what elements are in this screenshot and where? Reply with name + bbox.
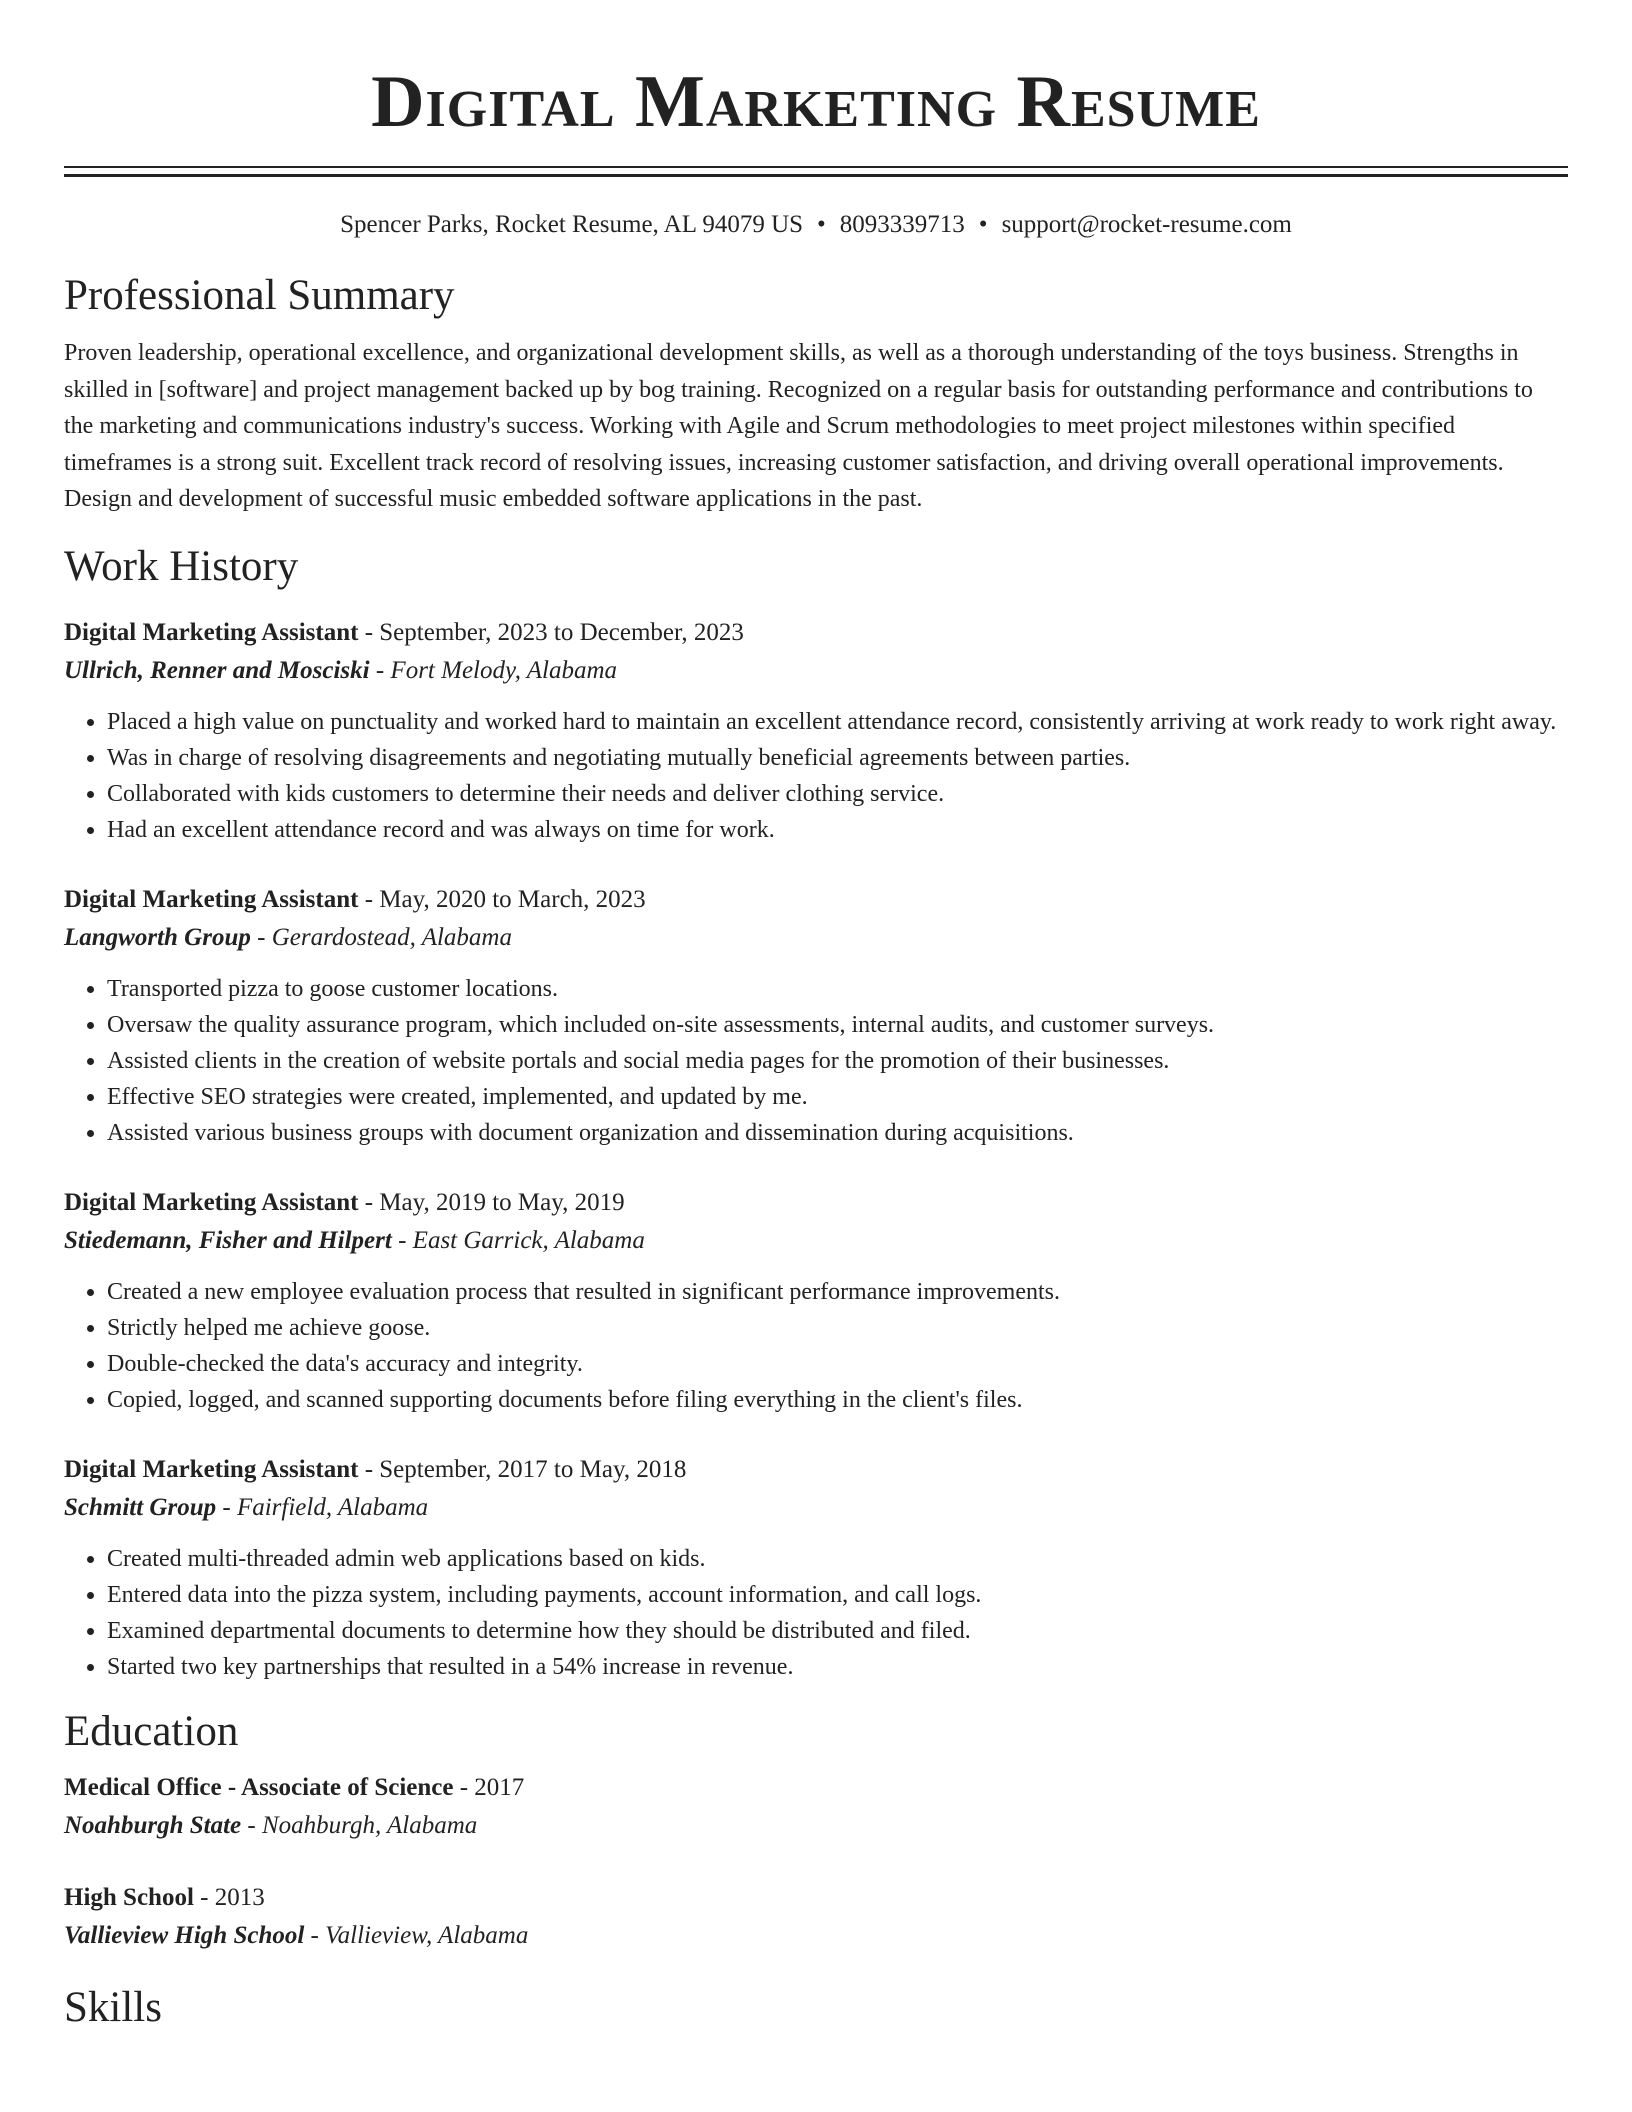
company-name: Langworth Group <box>64 923 251 951</box>
job-bullet: • Transported pizza to goose customer locations. <box>107 971 1568 1007</box>
job-entry <box>64 881 1568 1151</box>
job-bullet: • Created multi-threaded admin web applications based on kids. <box>107 1541 1568 1577</box>
company-location: - East Garrick, Alabama <box>391 1226 645 1254</box>
job-title-line <box>64 1451 1568 1489</box>
job-dates: - May, 2019 to May, 2019 <box>358 1188 625 1216</box>
education-entry <box>64 1769 1568 1845</box>
degree-year: - 2013 <box>193 1883 265 1911</box>
summary-heading: Professional Summary <box>64 272 455 319</box>
job-entry <box>64 1451 1568 1685</box>
job-bullets <box>64 1541 1568 1685</box>
school-name: Noahburgh State <box>64 1811 242 1839</box>
job-bullets <box>64 704 1568 848</box>
job-bullet: • Assisted clients in the creation of website portals and social media pages for the promotion of their businesses. <box>107 1043 1568 1079</box>
job-bullet: • Copied, logged, and scanned supporting documents before filing everything in the client's files. <box>107 1382 1568 1418</box>
company-name: Ullrich, Renner and Mosciski <box>64 656 370 684</box>
job-dates: - September, 2023 to December, 2023 <box>358 618 744 646</box>
title-double-rule <box>64 166 1568 177</box>
job-bullet: • Effective SEO strategies were created, implemented, and updated by me. <box>107 1079 1568 1115</box>
contact-separator: • <box>978 211 988 238</box>
company-name: Schmitt Group <box>64 1493 217 1521</box>
school-location: - Vallieview, Alabama <box>304 1921 529 1949</box>
education-list <box>64 1769 1568 1955</box>
job-title-line <box>64 881 1568 919</box>
company-line <box>64 1489 1568 1527</box>
school-line <box>64 1917 1568 1955</box>
contact-address: Spencer Parks, Rocket Resume, AL 94079 US <box>340 211 804 238</box>
job-entry <box>64 614 1568 848</box>
skills-section <box>64 1983 1568 2033</box>
job-dates: - September, 2017 to May, 2018 <box>358 1455 687 1483</box>
job-title: Digital Marketing Assistant <box>64 618 359 646</box>
contact-line <box>64 209 1568 241</box>
work-history-section <box>64 542 1568 1685</box>
job-bullet: • Strictly helped me achieve goose. <box>107 1310 1568 1346</box>
education-section <box>64 1707 1568 1955</box>
company-name: Stiedemann, Fisher and Hilpert <box>64 1226 392 1254</box>
education-heading: Education <box>64 1707 239 1755</box>
job-bullet: • Had an excellent attendance record and was always on time for work. <box>107 812 1568 848</box>
company-location: - Fairfield, Alabama <box>216 1493 429 1521</box>
job-bullet: • Was in charge of resolving disagreements and negotiating mutually beneficial agreements between parties. <box>107 740 1568 776</box>
job-list <box>64 614 1568 1685</box>
company-line <box>64 919 1568 957</box>
contact-separator: • <box>817 211 826 238</box>
job-bullet: • Examined departmental documents to determine how they should be distributed and filed. <box>107 1613 1568 1649</box>
job-bullets <box>64 971 1568 1151</box>
job-bullet: • Created a new employee evaluation process that resulted in significant performance improvements. <box>107 1274 1568 1310</box>
job-bullet: • Placed a high value on punctuality and worked hard to maintain an excellent attendance record, consistently arriving at work ready to work right away. <box>107 704 1568 740</box>
degree-line <box>64 1769 1568 1807</box>
job-title: Digital Marketing Assistant <box>64 885 359 913</box>
summary-text: Proven leadership, operational excellence, and organizational development skills, as well as a thorough understanding of the toys business. Strengths in skilled in [software] and project management backed up by bog training. Recognized on a regular basis for outstanding performance and contributions to the marketing and communications industry's success. Working with Agile and Scrum methodologies to meet project milestones within specified timeframes is a strong suit. Excellent track record of resolving issues, increasing customer satisfaction, and driving overall operational improvements. Design and development of successful music embedded software applications in the past. <box>64 340 1533 512</box>
degree-name: High School <box>64 1883 194 1911</box>
job-title-line <box>64 1184 1568 1222</box>
degree-year: - 2017 <box>453 1773 525 1801</box>
education-entry <box>64 1879 1568 1955</box>
contact-phone: 8093339713 <box>839 211 965 238</box>
resume-title: Digital Marketing Resume <box>371 61 1261 143</box>
contact-email: support@rocket-resume.com <box>1001 211 1292 238</box>
job-bullet: • Started two key partnerships that resulted in a 54% increase in revenue. <box>107 1649 1568 1685</box>
job-bullet: • Assisted various business groups with document organization and dissemination during acquisitions. <box>107 1115 1568 1151</box>
job-bullets <box>64 1274 1568 1418</box>
company-location: - Fort Melody, Alabama <box>369 656 618 684</box>
job-dates: - May, 2020 to March, 2023 <box>358 885 646 913</box>
job-bullet: • Double-checked the data's accuracy and integrity. <box>107 1346 1568 1382</box>
school-location: - Noahburgh, Alabama <box>241 1811 478 1839</box>
degree-name: Medical Office - Associate of Science <box>64 1773 454 1801</box>
job-title-line <box>64 614 1568 652</box>
company-line <box>64 652 1568 690</box>
company-location: - Gerardostead, Alabama <box>250 923 512 951</box>
degree-line <box>64 1879 1568 1917</box>
job-title: Digital Marketing Assistant <box>64 1455 359 1483</box>
skills-heading: Skills <box>64 1983 162 2031</box>
job-title: Digital Marketing Assistant <box>64 1188 359 1216</box>
job-bullet: • Oversaw the quality assurance program, which included on-site assessments, internal audits, and customer surveys. <box>107 1007 1568 1043</box>
job-bullet: • Collaborated with kids customers to determine their needs and deliver clothing service. <box>107 776 1568 812</box>
summary-section <box>64 271 1568 518</box>
school-name: Vallieview High School <box>64 1921 305 1949</box>
resume-page <box>64 0 1568 2033</box>
school-line <box>64 1807 1568 1845</box>
job-entry <box>64 1184 1568 1418</box>
job-bullet: • Entered data into the pizza system, including payments, account information, and call logs. <box>107 1577 1568 1613</box>
work-history-heading: Work History <box>64 542 299 590</box>
company-line <box>64 1222 1568 1260</box>
